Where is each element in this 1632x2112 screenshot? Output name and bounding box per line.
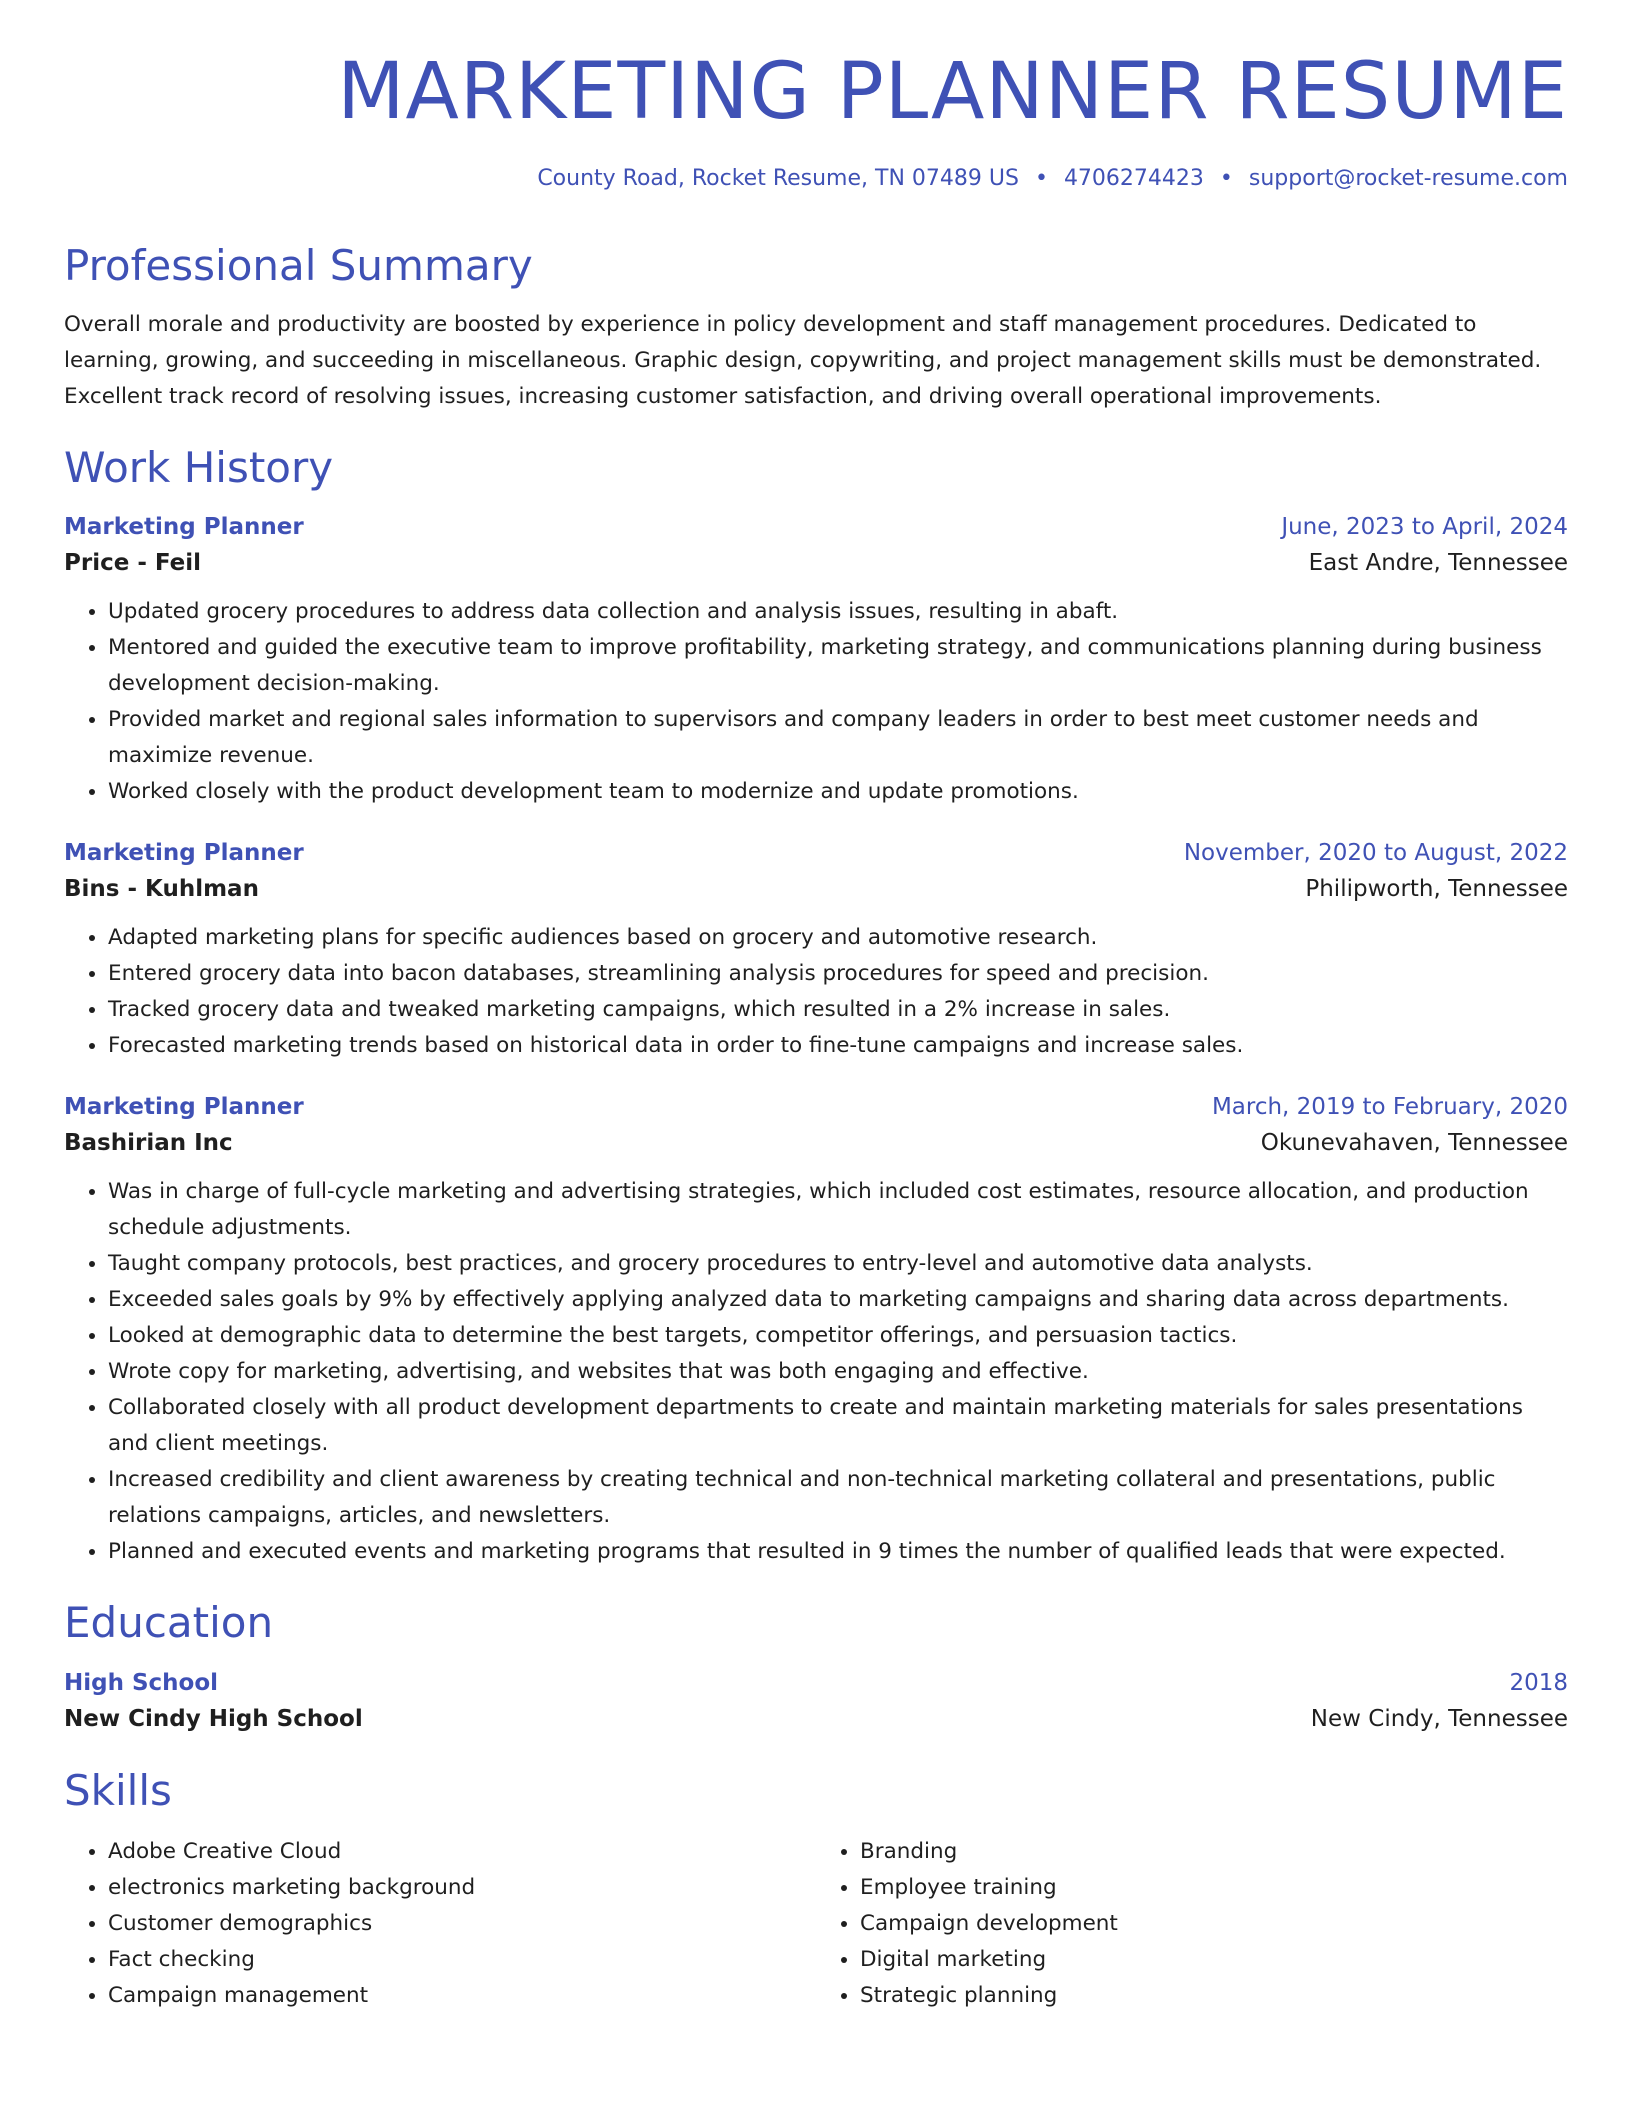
work-history-heading: Work History — [64, 443, 334, 493]
skill-item: • Fact checking — [108, 1942, 816, 1978]
contact-separator: • — [1034, 165, 1048, 191]
job-entry — [64, 514, 1568, 810]
education-location: New Cindy, Tennessee — [1310, 1705, 1568, 1732]
job-bullet: • Exceeded sales goals by 9% by effectively applying analyzed data to marketing campaigns and sharing data across departments. — [108, 1282, 1568, 1318]
contact-email: support@rocket-resume.com — [1248, 165, 1568, 191]
job-role: Marketing Planner — [64, 513, 304, 540]
job-bullet: • Provided market and regional sales information to supervisors and company leaders in order to best meet customer needs and maximize revenue. — [108, 702, 1568, 774]
summary-text: Overall morale and productivity are boosted by experience in policy development and staff management procedures. Dedicated to learning, growing, and succeeding in miscellaneous. Graphic design, copywriting, and project management skills must be demonstrated. Excellent track record of resolving issues, increasing customer satisfaction, and driving overall operational improvements. — [64, 312, 1542, 410]
education-heading: Education — [64, 1597, 274, 1647]
job-bullet: • Updated grocery procedures to address data collection and analysis issues, resulting in abaft. — [108, 594, 1568, 630]
job-company: Bashirian Inc — [64, 1129, 233, 1156]
education-year: 2018 — [1509, 1669, 1568, 1696]
job-bullets — [64, 1174, 1568, 1570]
job-bullet: • Was in charge of full-cycle marketing and advertising strategies, which included cost estimates, resource allocation, and production schedule adjustments. — [108, 1174, 1568, 1246]
job-dates: June, 2023 to April, 2024 — [1281, 513, 1568, 540]
skills-list — [64, 1834, 1568, 2014]
job-bullet: • Mentored and guided the executive team to improve profitability, marketing strategy, and communications planning during business development decision-making. — [108, 630, 1568, 702]
job-location: Philipworth, Tennessee — [1305, 875, 1568, 902]
skill-item: • Strategic planning — [860, 1978, 1568, 2014]
skills-column-left — [64, 1834, 816, 2014]
skills-heading: Skills — [64, 1765, 172, 1815]
skill-item: • Employee training — [860, 1870, 1568, 1906]
job-dates: November, 2020 to August, 2022 — [1183, 839, 1568, 866]
contact-phone: 4706274423 — [1063, 165, 1204, 191]
job-company: Price - Feil — [64, 549, 202, 576]
job-dates: March, 2019 to February, 2020 — [1211, 1093, 1568, 1120]
job-entry — [64, 840, 1568, 1064]
job-location: Okunevahaven, Tennessee — [1260, 1129, 1568, 1156]
contact-line — [64, 166, 1568, 191]
job-bullet: • Tracked grocery data and tweaked marketing campaigns, which resulted in a 2% increase in sales. — [108, 992, 1568, 1028]
job-location: East Andre, Tennessee — [1308, 549, 1568, 576]
contact-separator: • — [1219, 165, 1233, 191]
job-bullet: • Adapted marketing plans for specific audiences based on grocery and automotive research. — [108, 920, 1568, 956]
job-bullet: • Forecasted marketing trends based on historical data in order to fine-tune campaigns and increase sales. — [108, 1028, 1568, 1064]
skill-item: • Adobe Creative Cloud — [108, 1834, 816, 1870]
job-bullet: • Entered grocery data into bacon databases, streamlining analysis procedures for speed and precision. — [108, 956, 1568, 992]
resume-title: MARKETING PLANNER RESUME — [337, 47, 1568, 137]
education-school: New Cindy High School — [64, 1705, 363, 1732]
skill-item: • electronics marketing background — [108, 1870, 816, 1906]
skill-item: • Branding — [860, 1834, 1568, 1870]
job-bullet: • Collaborated closely with all product development departments to create and maintain marketing materials for sales presentations and client meetings. — [108, 1390, 1568, 1462]
job-role: Marketing Planner — [64, 1093, 304, 1120]
job-bullet: • Taught company protocols, best practices, and grocery procedures to entry-level and automotive data analysts. — [108, 1246, 1568, 1282]
job-bullet: • Looked at demographic data to determine the best targets, competitor offerings, and persuasion tactics. — [108, 1318, 1568, 1354]
skills-column-right — [816, 1834, 1568, 2014]
job-bullet: • Increased credibility and client awareness by creating technical and non-technical marketing collateral and presentations, public relations campaigns, articles, and newsletters. — [108, 1462, 1568, 1534]
job-bullet: • Planned and executed events and marketing programs that resulted in 9 times the number of qualified leads that were expected. — [108, 1534, 1568, 1570]
job-bullet: • Wrote copy for marketing, advertising, and websites that was both engaging and effective. — [108, 1354, 1568, 1390]
summary-heading: Professional Summary — [64, 240, 533, 290]
job-bullet: • Worked closely with the product development team to modernize and update promotions. — [108, 774, 1568, 810]
contact-address: County Road, Rocket Resume, TN 07489 US — [537, 165, 1019, 191]
skill-item: • Campaign development — [860, 1906, 1568, 1942]
job-entry — [64, 1094, 1568, 1570]
education-degree: High School — [64, 1669, 219, 1696]
job-bullets — [64, 594, 1568, 810]
job-role: Marketing Planner — [64, 839, 304, 866]
job-company: Bins - Kuhlman — [64, 875, 259, 902]
job-bullets — [64, 920, 1568, 1064]
education-entry — [64, 1670, 1568, 1732]
skill-item: • Customer demographics — [108, 1906, 816, 1942]
skill-item: • Campaign management — [108, 1978, 816, 2014]
skill-item: • Digital marketing — [860, 1942, 1568, 1978]
